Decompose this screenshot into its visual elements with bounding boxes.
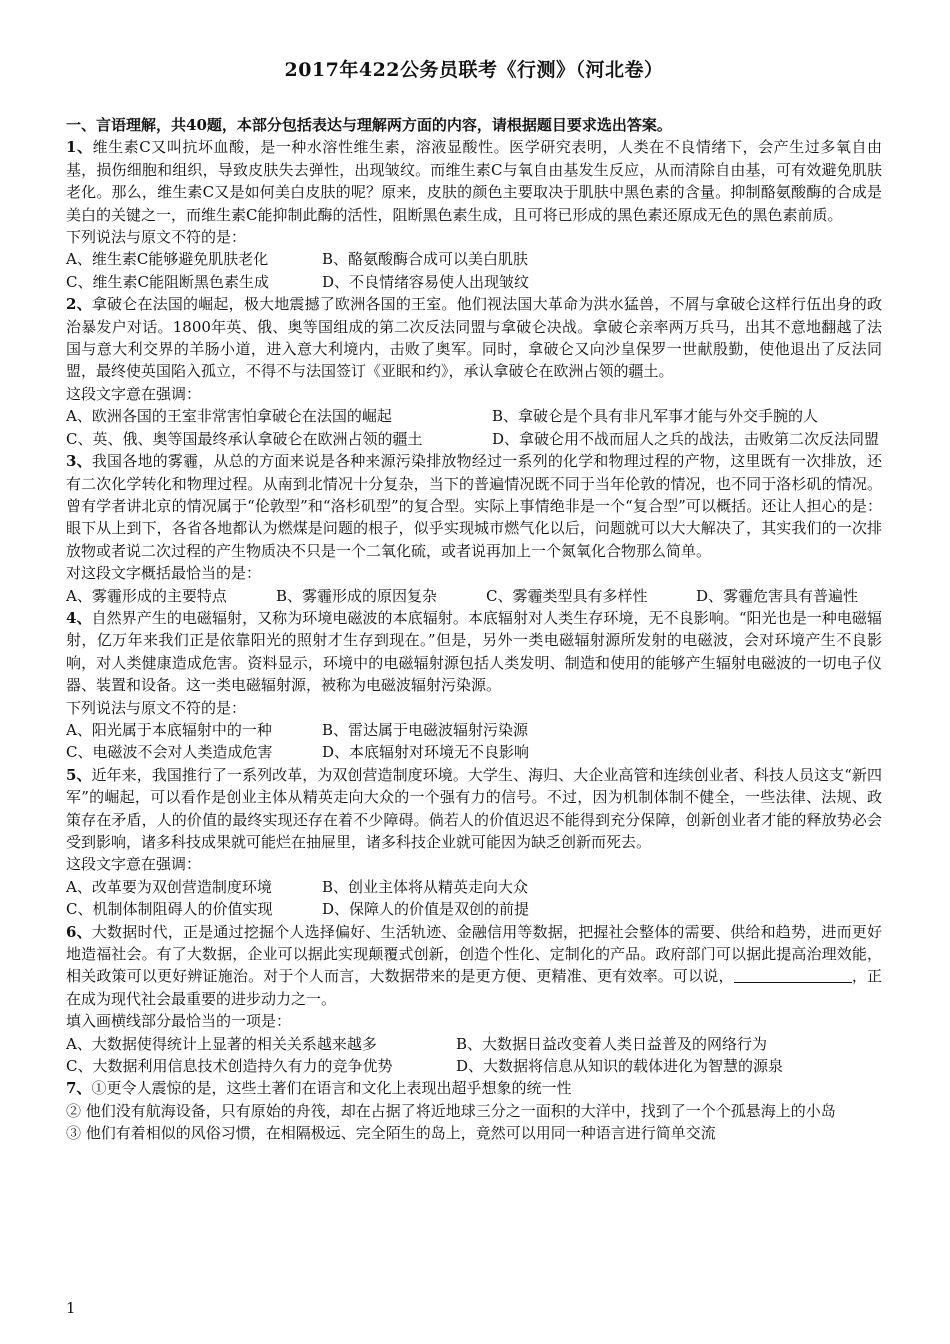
question-text-before-blank: 大数据时代，正是通过挖掘个人选择偏好、生活轨迹、金融信用等数据，把握社会整体的需要、供给和趋势，进而更好地造福社会。有了大数据，企业可以据此实现颠覆式创新，创造个性化、定制化的产品。政府部门可以据此提高治理效能，相关政策可以更好辨证施治。对于个人而言，大数据带来的是更方便、更精准、更有效率。可以说， [66, 922, 882, 986]
document-body [66, 114, 882, 1145]
question-text: 我国各地的雾霾，从总的方面来说是各种来源污染排放物经过一系列的化学和物理过程的产物，这里既有一次排放，还有二次化学转化和物理过程。从南到北情况十分复杂，当下的普遍情况既不同于当年伦敦的情况，也不同于洛杉矶的情况。曾有学者讲北京的情况属于“伦敦型”和“洛杉矶型”的复合型。实际上事情绝非是一个“复合型”可以概括。还让人担心的是：眼下从上到下，各省各地都认为燃煤是问题的根子，似乎实现城市燃气化以后，问题就可以大大解决了，其实我们的一次排放物或者说二次过程的产生物质决不只是一个二氧化硫，或者说再加上一个氮氧化合物那么简单。 [66, 452, 882, 560]
option-a[interactable]: A、大数据使得统计上显著的相关关系越来越多 [66, 1034, 377, 1053]
sentence-1: ①更令人震惊的是，这些土著们在语言和文化上表现出超乎想象的统一性 [91, 1079, 572, 1098]
question-6-stem [66, 921, 882, 1011]
question-6-options [66, 1033, 882, 1078]
option-d[interactable]: D、保障人的价值是双创的前提 [322, 900, 530, 919]
question-6-prompt: 填入画横线部分最恰当的一项是： [66, 1012, 292, 1031]
question-number: 5、 [66, 765, 92, 784]
page-title: 2017年422公务员联考《行测》（河北卷） [284, 59, 664, 81]
option-d[interactable]: D、不良情绪容易使人出现皱纹 [322, 272, 530, 291]
question-2-prompt: 这段文字意在强调： [66, 384, 202, 403]
question-1-stem [66, 136, 882, 226]
option-b[interactable]: B、大数据日益改变着人类日益普及的网络行为 [456, 1034, 768, 1053]
option-d[interactable]: D、本底辐射对环境无不良影响 [322, 743, 530, 762]
option-d[interactable]: D、拿破仑用不战而屈人之兵的战法，击败第二次反法同盟 [492, 429, 880, 448]
question-5-prompt: 这段文字意在强调： [66, 855, 202, 874]
option-a[interactable]: A、雾霾形成的主要特点 [66, 586, 227, 605]
option-c[interactable]: C、英、俄、奥等国最终承认拿破仑在欧洲占领的疆土 [66, 429, 423, 448]
option-c[interactable]: C、电磁波不会对人类造成危害 [66, 743, 273, 762]
question-number: 2、 [66, 295, 92, 314]
option-b[interactable]: B、酪氨酸酶合成可以美白肌肤 [322, 250, 529, 269]
question-3-prompt: 对这段文字概括最恰当的是： [66, 564, 262, 583]
option-a[interactable]: A、维生素C能够避免肌肤老化 [66, 250, 269, 269]
question-3-stem [66, 450, 882, 562]
option-d[interactable]: D、大数据将信息从知识的载体进化为智慧的源泉 [456, 1057, 784, 1076]
question-text-after-blank: ，正在成为现代社会最重要的进步动力之一。 [66, 967, 882, 1008]
question-number: 4、 [66, 608, 92, 627]
question-5-options [66, 876, 882, 921]
fill-in-blank[interactable] [734, 968, 852, 983]
question-4-stem [66, 607, 882, 697]
option-a[interactable]: A、欧洲各国的王室非常害怕拿破仑在法国的崛起 [66, 407, 392, 426]
option-b[interactable]: B、雾霾形成的原因复杂 [276, 586, 438, 605]
question-4-prompt: 下列说法与原文不符的是： [66, 698, 247, 717]
sentence-3: ③ 他们有着相似的风俗习惯，在相隔极远、完全陌生的岛上，竟然可以用同一种语言进行简单交流 [66, 1124, 716, 1143]
page-number: 1 [66, 1299, 76, 1317]
question-text: 近年来，我国推行了一系列改革，为双创营造制度环境。大学生、海归、大企业高管和连续创业者、科技人员这支“新四军”的崛起，可以看作是创业主体从精英走向大众的一个强有力的信号。不过，因为机制体制不健全，一些法律、法规、政策存在矛盾，人的价值的最终实现还存在着不少障碍。倘若人的价值迟迟不能得到充分保障，创新创业者才能的释放势必会受到影响，诸多科技成果就可能烂在抽屉里，诸多科技企业就可能因为缺乏创新而死去。 [66, 765, 882, 851]
question-text: 维生素C又叫抗坏血酸，是一种水溶性维生素，溶液显酸性。医学研究表明，人类在不良情绪下，会产生过多氧自由基，损伤细胞和组织，导致皮肤失去弹性，出现皱纹。而维生素C与氧自由基发生反应，从而清除自由基，可有效避免肌肤老化。那么，维生素C又是如何美白皮肤的呢？原来，皮肤的颜色主要取决于肌肤中黑色素的含量。抑制酪氨酸酶的合成是美白的关键之一，而维生素C能抑制此酶的活性，阻断黑色素生成，且可将已形成的黑色素还原成无色的黑色素前质。 [66, 138, 883, 224]
question-5-stem [66, 764, 882, 854]
option-c[interactable]: C、机制体制阻碍人的价值实现 [66, 900, 273, 919]
question-2-stem [66, 293, 882, 383]
question-4-options [66, 719, 882, 764]
question-1-prompt: 下列说法与原文不符的是： [66, 228, 247, 247]
option-b[interactable]: B、创业主体将从精英走向大众 [322, 877, 529, 896]
option-d[interactable]: D、雾霾危害具有普遍性 [696, 586, 859, 605]
question-2-options [66, 405, 882, 450]
option-b[interactable]: B、拿破仑是个具有非凡军事才能与外交手腕的人 [492, 407, 819, 426]
question-text: 自然界产生的电磁辐射，又称为环境电磁波的本底辐射。本底辐射对人类生存环境，无不良影响。“阳光也是一种电磁辐射，亿万年来我们正是依靠阳光的照射才生存到现在。”但是，另外一类电磁辐射源所发射的电磁波，会对环境产生不良影响，对人类健康造成危害。资料显示，环境中的电磁辐射源包括人类发明、制造和使用的能够产生辐射电磁波的一切电子仪器、装置和设备。这一类电磁辐射源，被称为电磁波辐射污染源。 [66, 608, 882, 695]
question-number: 1、 [66, 138, 93, 157]
question-7-stem [66, 1077, 882, 1099]
question-text: 拿破仑在法国的崛起，极大地震撼了欧洲各国的王室。他们视法国大革命为洪水猛兽，不屑与拿破仑这样行伍出身的政治暴发户对话。1800年英、俄、奥等国组成的第二次反法同盟与拿破仑决战。拿破仑亲率两万兵马，出其不意地翻越了法国与意大利交界的羊肠小道，进入意大利境内，击败了奥军。同时，拿破仑又向沙皇保罗一世献殷勤，使他退出了反法同盟，最终使英国陷入孤立，不得不与法国签订《亚眠和约》，承认拿破仑在欧洲占领的疆土。 [66, 295, 882, 381]
option-c[interactable]: C、雾霾类型具有多样性 [486, 586, 648, 605]
option-a[interactable]: A、阳光属于本底辐射中的一种 [66, 720, 272, 739]
section-heading: 一、言语理解，共40题，本部分包括表达与理解两方面的内容，请根据题目要求选出答案。 [66, 116, 672, 134]
question-1-options [66, 248, 882, 293]
question-number: 7、 [66, 1079, 92, 1098]
option-c[interactable]: C、大数据利用信息技术创造持久有力的竞争优势 [66, 1057, 393, 1076]
option-c[interactable]: C、维生素C能阻断黑色素生成 [66, 272, 269, 291]
question-number: 6、 [66, 922, 92, 941]
option-b[interactable]: B、雷达属于电磁波辐射污染源 [322, 720, 529, 739]
question-number: 3、 [66, 452, 92, 471]
sentence-2: ② 他们没有航海设备，只有原始的舟筏，却在占据了将近地球三分之一面积的大洋中，找到了一个个孤悬海上的小岛 [66, 1101, 836, 1120]
option-a[interactable]: A、改革要为双创营造制度环境 [66, 877, 272, 896]
question-3-options [66, 585, 882, 607]
